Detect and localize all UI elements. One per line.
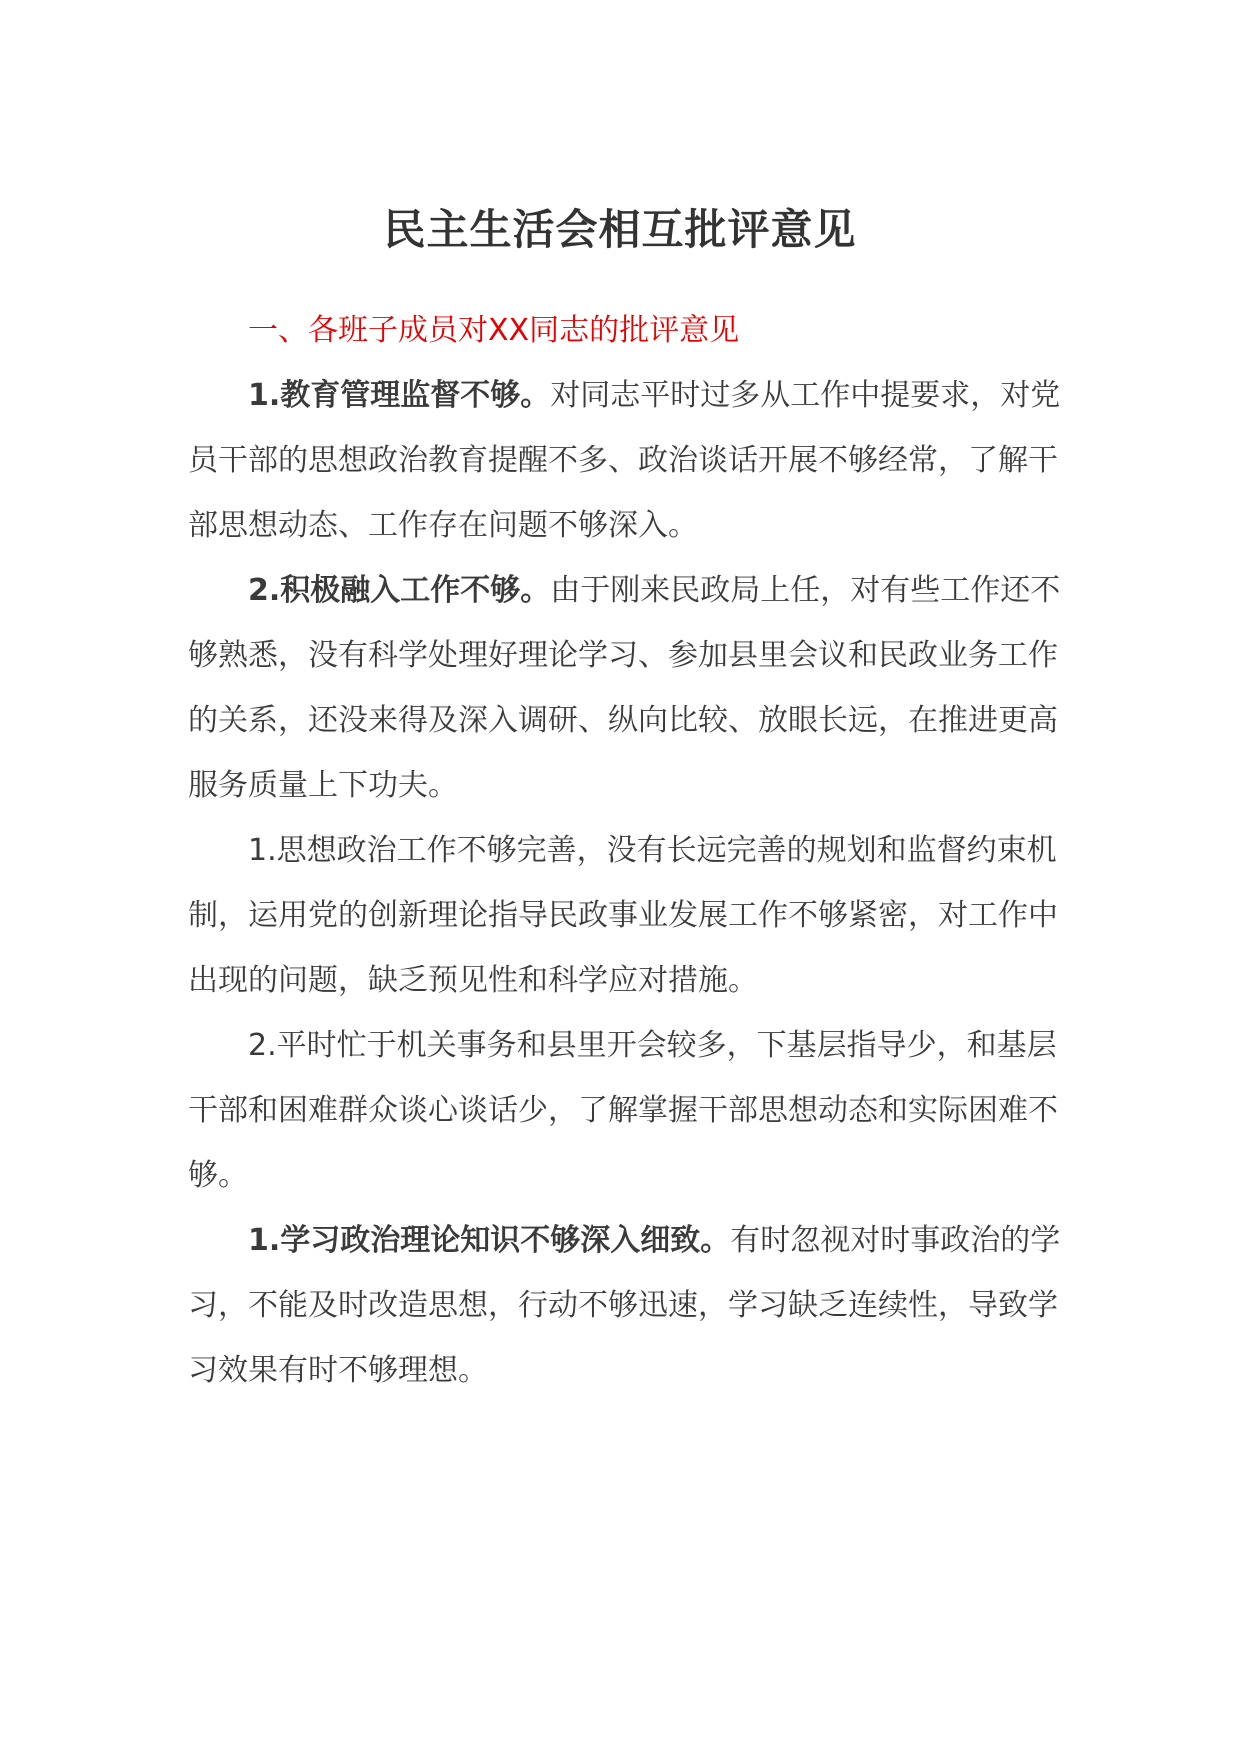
paragraph-4 [188, 1013, 1066, 1208]
paragraph-5-lead: 1.学习政治理论知识不够深入细致。 [248, 1223, 731, 1258]
section-heading: 一、各班子成员对XX同志的批评意见 [248, 313, 740, 348]
paragraph-5 [188, 1208, 1066, 1403]
paragraph-2-lead: 2.积极融入工作不够。 [248, 573, 551, 608]
paragraph-3-text: 1.思想政治工作不够完善，没有长远完善的规划和监督约束机制，运用党的创新理论指导民政事业发展工作不够紧密，对工作中出现的问题，缺乏预见性和科学应对措施。 [188, 833, 1058, 998]
paragraph-2 [188, 558, 1066, 818]
paragraph-1-lead: 1.教育管理监督不够。 [248, 378, 551, 413]
paragraph-1 [188, 363, 1066, 558]
document-body [188, 298, 1066, 1403]
paragraph-4-text: 2.平时忙于机关事务和县里开会较多，下基层指导少，和基层干部和困难群众谈心谈话少，了解掌握干部思想动态和实际困难不够。 [188, 1028, 1058, 1193]
paragraph-5-text: 有时忽视对时事政治的学习，不能及时改造思想，行动不够迅速，学习缺乏连续性，导致学习效果有时不够理想。 [188, 1223, 1061, 1388]
paragraph-1-text: 对同志平时过多从工作中提要求，对党员干部的思想政治教育提醒不多、政治谈话开展不够经常，了解干部思想动态、工作存在问题不够深入。 [188, 378, 1061, 543]
paragraph-2-text: 由于刚来民政局上任，对有些工作还不够熟悉，没有科学处理好理论学习、参加县里会议和民政业务工作的关系，还没来得及深入调研、纵向比较、放眼长远，在推进更高服务质量上下功夫。 [188, 573, 1061, 803]
paragraph-3 [188, 818, 1066, 1013]
document-title: 民主生活会相互批评意见 [383, 205, 857, 254]
